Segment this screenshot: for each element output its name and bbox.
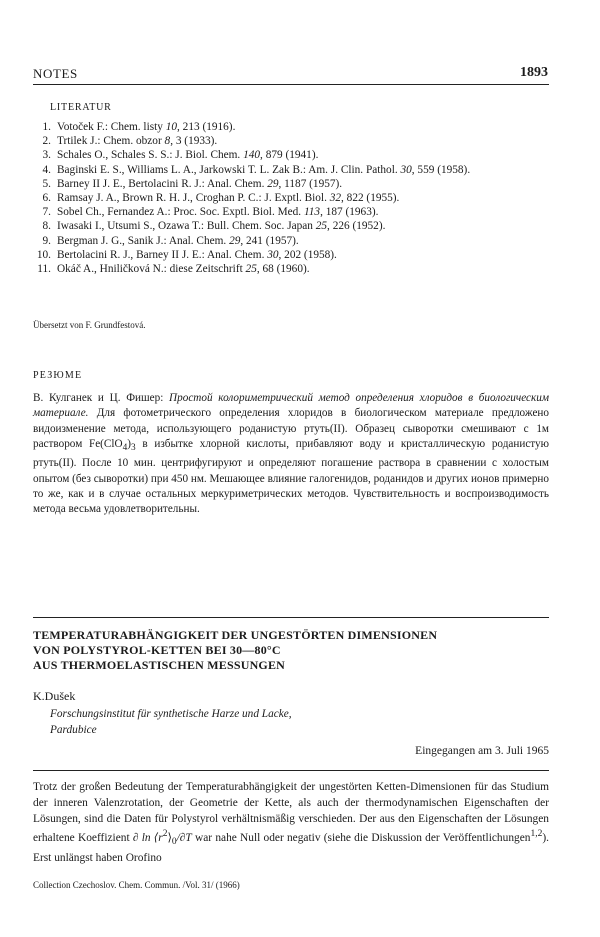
body-text-b: war nahe Null oder negativ (siehe die Diskussion der Veröffentlichungen bbox=[191, 832, 531, 845]
reference-post: , 226 (1952). bbox=[327, 220, 386, 233]
rezyume-authors: В. Кулганек и Ц. Фишер: bbox=[33, 392, 170, 404]
reference-text bbox=[57, 120, 549, 134]
reference-number: 8. bbox=[42, 220, 51, 233]
section-rule-bottom bbox=[33, 770, 549, 771]
affiliation-line: Pardubice bbox=[50, 724, 97, 736]
reference-text bbox=[57, 219, 549, 233]
body-text-c: ). Erst unlängst haben Orofino bbox=[33, 832, 549, 865]
formula-part-a: ∂ ln ⟨r bbox=[132, 832, 163, 845]
reference-item bbox=[33, 205, 549, 219]
rezyume-text-a: Для фотометрического определения хлоридов в биологическом материале предложено видоизменение метода, использующего роданистую ртуть(II). Образец сыворотки смешивают с 1м раствором Fe(ClO bbox=[33, 407, 549, 450]
reference-number: 11. bbox=[37, 263, 51, 276]
rezyume-title: Простой колориметрический метод определения хлоридов в биологическим материале. bbox=[33, 392, 549, 420]
formula-part-c: /∂T bbox=[176, 832, 192, 845]
article-title-line: TEMPERATURABHÄNGIGKEIT DER UNGESTÖRTEN DIMENSIONEN bbox=[33, 628, 438, 642]
article-author: K.Dušek bbox=[33, 689, 76, 703]
reference-pre: Schales O., Schales S. S.: J. Biol. Chem. bbox=[57, 149, 244, 162]
reference-text bbox=[57, 191, 549, 205]
reference-number: 7. bbox=[42, 206, 51, 219]
article-body-paragraph bbox=[33, 780, 549, 867]
reference-item bbox=[33, 177, 549, 191]
reference-post: , 822 (1955). bbox=[341, 192, 400, 205]
reference-text bbox=[57, 177, 549, 191]
reference-ital: 25 bbox=[245, 263, 257, 276]
reference-ital: 8 bbox=[164, 135, 171, 148]
article-title bbox=[33, 628, 549, 673]
header-rule bbox=[33, 84, 549, 85]
reference-ital: 140 bbox=[243, 149, 261, 162]
article-affiliation bbox=[50, 706, 292, 738]
reference-item bbox=[33, 148, 549, 162]
reference-post: , 559 (1958). bbox=[411, 163, 471, 176]
rezyume-heading: РЕЗЮМЕ bbox=[33, 370, 83, 381]
body-text-a: Trotz der großen Bedeutung der Temperaturabhängigkeit der ungestörten Ketten-Dimensionen für das Studium der inneren Valenzrotation, der Geometrie der Kette, als auch der thermodynamischen Eigenschaften der Lösungen, sind die Daten für Polystyrol verhältnismäßig verschieden. Der aus den Eigenschaften der Lösungen erhaltene Koeffizient bbox=[33, 781, 549, 845]
reference-number: 6. bbox=[42, 192, 51, 205]
reference-post: , 879 (1941). bbox=[260, 149, 319, 162]
reference-pre: Iwasaki I., Utsumi S., Ozawa T.: Bull. Chem. Soc. Japan bbox=[57, 220, 316, 233]
reference-text bbox=[57, 148, 549, 162]
reference-number: 9. bbox=[42, 234, 51, 247]
reference-post: , 202 (1958). bbox=[278, 248, 337, 261]
rezyume-subscript-4: 4 bbox=[122, 443, 128, 454]
reference-item bbox=[33, 163, 549, 177]
reference-pre: Votoček F.: Chem. listy bbox=[57, 121, 166, 133]
reference-pre: Ramsay J. A., Brown R. H. J., Croghan P. C.: J. Exptl. Biol. bbox=[57, 192, 330, 205]
reference-number: 1. bbox=[42, 121, 51, 133]
reference-ital: 25 bbox=[315, 220, 328, 233]
rezyume-paragraph: В. Кулганек и Ц. Фишер: Простой колориметрический метод определения хлоридов в биологическим материале. Для фотометрического определения хлоридов в биологическом материале предложено видоизменение метода, использующего роданистую ртуть(II). Образец сыворотки смешивают с 1м раствором $Fe(ClO_4)_3$ в избытке хлорной кислоты, прибавляют воду и кристаллическую роданистую ртуть(II). После 10 мин. центрифугируют и определяют погашение раствора в сравнении с холостым опытом (без сыворотки) при 450 нм. Мешающее влияние галогенидов, роданидов и других ионов примерно то же, как и в случае остальных меркуриметрических методов. Чувствительность и воспроизводимость метода весьма удовлетворительны. bbox=[33, 392, 549, 516]
reference-number: 10. bbox=[36, 248, 51, 261]
section-rule-top bbox=[33, 617, 549, 618]
reference-pre: Barney II J. E., Bertolacini R. J.: Anal. Chem. bbox=[57, 177, 268, 190]
received-date: Eingegangen am 3. Juli 1965 bbox=[415, 745, 549, 757]
reference-pre: Bergman J. G., Sanik J.: Anal. Chem. bbox=[57, 234, 230, 247]
formula-superscript: 2 bbox=[162, 829, 168, 840]
reference-pre: Bertolacini R. J., Barney II J. E.: Anal. Chem. bbox=[57, 248, 268, 261]
formula-subscript: 0 bbox=[171, 837, 177, 848]
reference-ital: 29 bbox=[229, 234, 241, 247]
reference-ital: 32 bbox=[329, 192, 342, 205]
translator-note: Übersetzt von F. Grundfestová. bbox=[33, 320, 146, 330]
page-number: 1893 bbox=[520, 65, 548, 80]
reference-item bbox=[33, 191, 549, 205]
reference-post: , 187 (1963). bbox=[320, 206, 379, 219]
reference-text bbox=[57, 248, 549, 262]
journal-footer: Collection Czechoslov. Chem. Commun. /Vol. 31/ (1966) bbox=[33, 880, 240, 890]
article-title-line: AUS THERMOELASTISCHEN MESSUNGEN bbox=[33, 658, 286, 672]
reference-number: 2. bbox=[42, 135, 51, 148]
reference-post: , 3 (1933). bbox=[170, 135, 218, 148]
literatur-heading: LITERATUR bbox=[50, 102, 112, 113]
reference-item bbox=[33, 248, 549, 262]
article-title-line: VON POLYSTYROL-KETTEN BEI 30—80°C bbox=[33, 643, 281, 657]
reference-number: 5. bbox=[42, 177, 51, 190]
reference-ital: 10 bbox=[165, 121, 178, 133]
reference-ital: 113 bbox=[303, 206, 321, 219]
reference-text bbox=[57, 205, 549, 219]
citation-superscript: 1,2 bbox=[530, 829, 543, 840]
reference-item bbox=[33, 262, 549, 276]
reference-text bbox=[57, 134, 549, 148]
rezyume-text-b: в избытке хлорной кислоты, прибавляют воду и кристаллическую роданистую ртуть(II). После 10 мин. центрифугируют и определяют погашение раствора в сравнении с холостым опытом (без сыворотки) при 450 нм. Мешающее влияние галогенидов, роданидов и других ионов примерно то же, как и в случае остальных меркуриметрических методов. Чувствительность и воспроизводимость метода весьма удовлетворительны. bbox=[33, 437, 549, 516]
reference-item bbox=[33, 120, 549, 134]
reference-pre: Baginski E. S., Williams L. A., Jarkowski T. L. Zak B.: Am. J. Clin. Pathol. bbox=[57, 163, 401, 176]
reference-pre: Trtilek J.: Chem. obzor bbox=[57, 135, 165, 148]
running-header-section: NOTES bbox=[33, 66, 78, 81]
reference-pre: Sobel Ch., Fernandez A.: Proc. Soc. Exptl. Biol. Med. bbox=[57, 206, 304, 219]
reference-item bbox=[33, 234, 549, 248]
reference-post: , 241 (1957). bbox=[240, 234, 299, 247]
reference-list bbox=[33, 120, 549, 276]
reference-text bbox=[57, 163, 549, 177]
formula-part-b: ⟩ bbox=[167, 832, 172, 845]
reference-post: , 68 (1960). bbox=[256, 263, 310, 276]
reference-post: , 1187 (1957). bbox=[278, 177, 343, 190]
reference-text bbox=[57, 234, 549, 248]
reference-number: 3. bbox=[42, 149, 51, 162]
affiliation-line: Forschungsinstitut für synthetische Harze und Lacke, bbox=[50, 708, 292, 720]
reference-item bbox=[33, 219, 549, 233]
reference-pre: Okáč A., Hniličková N.: diese Zeitschrift bbox=[57, 263, 246, 276]
reference-item bbox=[33, 134, 549, 148]
reference-ital: 29 bbox=[267, 177, 279, 190]
reference-ital: 30 bbox=[267, 248, 279, 261]
reference-number: 4. bbox=[42, 163, 51, 176]
rezyume-subscript-3: 3 bbox=[130, 443, 136, 454]
reference-ital: 30 bbox=[400, 163, 412, 176]
reference-post: , 213 (1916). bbox=[177, 121, 236, 133]
reference-text bbox=[57, 262, 549, 276]
